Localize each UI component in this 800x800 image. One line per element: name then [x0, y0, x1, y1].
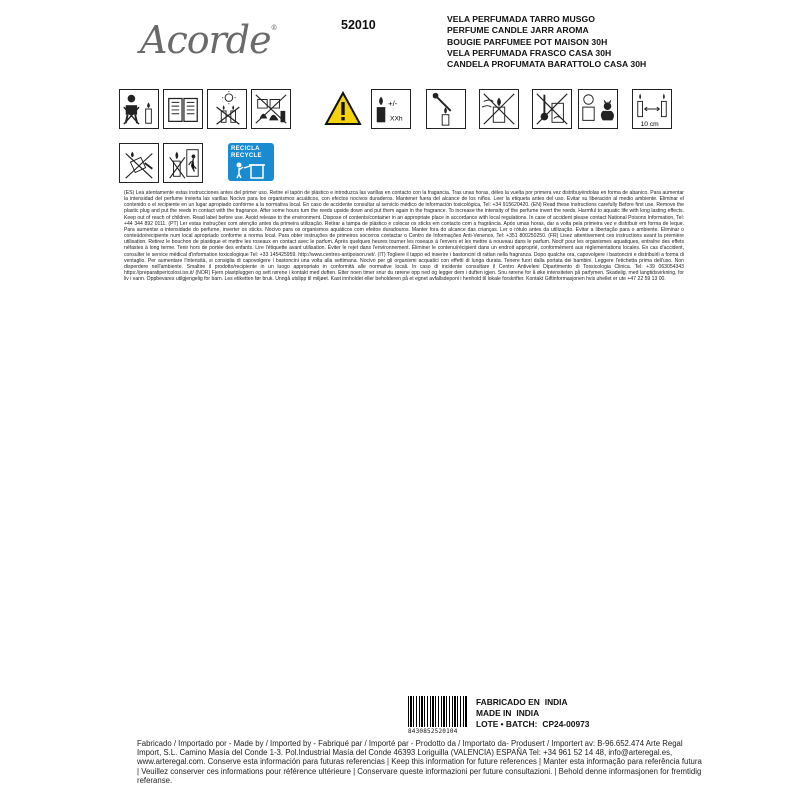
- product-code: 52010: [341, 18, 376, 32]
- made-in-label: MADE IN: [476, 708, 512, 719]
- product-name-es: VELA PERFUMADA TARRO MUSGO: [447, 14, 596, 24]
- barcode-bars: [408, 696, 468, 727]
- recycle-bin-icon: [234, 160, 268, 179]
- brand-name: Acorde: [140, 18, 271, 62]
- lote-value: CP24-00973: [542, 719, 590, 730]
- do-not-move-while-lit-icon: [119, 143, 159, 183]
- read-instructions-icon: [163, 89, 203, 129]
- barcode: [408, 696, 468, 736]
- registered-mark: ®: [270, 24, 277, 32]
- product-names: [447, 14, 646, 70]
- keep-away-from-pets-icon: [578, 89, 618, 129]
- do-not-use-matches-icon: [426, 89, 466, 129]
- origin-info: [476, 697, 589, 731]
- no-drafts-icon: [479, 89, 519, 129]
- safety-instructions-text: (ES) Lea atentamente estas instrucciones antes del primer uso. Retire el tapón de plástico e introduzca las varillas en contacto con la fragancia. Tras unas horas, déles la vuelta por primera vez distribuyéndolas en forma de abanico. Para aumentar la intensidad del perfume invierta las varillas Nocivo para los organismos acuáticos, con efectos nocivos duraderos. Mantener fuera del alcance de los niños. Leer la etiqueta antes del uso. Evitar su liberación al medio ambiente. Eliminar el contenido o el recipiente en un lugar apropiado conforme a la normativa local. En caso de accidente consultar al servicio médico de información toxicológica, Tel: +34 915620420. (EN) Read these instructions carefully Before first use. Remove the plastic plug and put the reeds in contact with the fragrance. After some hours turn the reeds upside down and put them again in the fragrance. To increase the intensity of the perfume invert the reeds. Harmful to aquatic life with long lasting effects. Keep out of reach of children. Read label before use. Avoid release to the environment. Dispose of contents/container in an appropriate place in accordance with local regulations. In case of accident please contact National Poisons Information, Tel: +44 344 892 0111. (PT) Ler estas instruções com atenção antes da primeira utilização. Retirar a tampa de plástico e colocar os sticks em contacto com a fragrância. Após umas horas, dar a volta pela primeira vez e distribuir em forma de leque. Para aumentar a intensidade do perfume, inverter os sticks. Nocivo para os organismos aquáticos com efeitos duradouros. Manter fora do alcance das crianças. Ler o rótulo antes da utilização. Evitar a libertação para o ambiente. Eliminar o conteúdo/recipiente num local apropriado conforme a norma local. Para obter instruções de primeiros socorros contactar o Centro de Informações Anti-Venenos, Tel: +351 800250250. (FR) Lisez attentivement ces instructions avant la première utilisation. Retirez le bouchon de plastique et mettre les roseaux en contact avec le parfum. Après quelques heures tourner les roseaux à l'envers et les mettre à nouveau dans le parfum. Nocif pour les organismes aquatiques, entraîne des effets néfastes à long terme. Tenir hors de portée des enfants. Lire l'étiquette avant utilisation. Éviter le rejet dans l'environnement. Éliminer le contenu/récipient dans un endroit approprié, conformément aux réglementations locales. En cas d'accident, consulter le service médical d'information toxicologique Tel: +33 145425959. http://www.centres-antipoison.net/. (IT) Togliere il tappo ed inserire i bastoncini di rattan nella fragranza. Dopo qualche ora, capovolgere i bastoncini e distribuirli a forma di ventaglio. Per aumentare l'intensità, si consiglia di capovolgere i bastoncini una volta alla settimana. Nocivo per gli organismi acquatici con effetti di lunga durata. Tenere fuori dalla portata dei bambini. Leggere l'etichetta prima dell'uso. Non disperdere nell'ambiente. Smaltire il prodotto/recipiente in un luogo appropriato in conformità alle normative locali. In caso di incidente consultare il Centro Antiveleni Dipartimento di Tossicologia Clinica. Tel: +39 063054343 https://preparatipericolosi.iss.it/ (NOR) Fjern plastpluggen og sett rørene i kontakt med duften. Etter noen timer snur du rørene opp ned og legger dem i duften igjen. Snu rørene for å øke intensiteten på parfymen. Skadelig, med langtidsvirkning, for liv i vann. Oppbevares utilgjengelig for barn. Les etiketten før bruk. Unngå utslipp til miljøet. Kast innholdet eller beholderen på et egnet avfallsdeponi i henhold til lokale forskrifter. Kontakt Giftinformasjonen hvis uhellet er ute +47 22 59 13 00.: [124, 190, 684, 283]
- burn-time-label: +/-: [388, 99, 398, 109]
- made-in-value: INDIA: [516, 708, 540, 719]
- barcode-number: 8430852520104: [408, 728, 458, 735]
- lote-label: LOTE • BATCH:: [476, 719, 538, 730]
- product-name-pt: VELA PERFUMADA FRASCO CASA 30H: [447, 47, 612, 58]
- do-not-leave-burning-icon: [207, 89, 247, 129]
- burn-hours-label: XXh: [390, 115, 403, 123]
- keep-away-from-children-icon: [119, 89, 159, 129]
- product-name-fr: BOUGIE PARFUMEE POT MAISON 30H: [447, 36, 608, 47]
- distance-label: 10 cm: [640, 121, 659, 128]
- recycle-badge-line2: RECYCLE: [231, 153, 262, 159]
- importer-info: Fabricado / Importado por - Made by / Imported by - Fabriqué par / Importé par - Prodotto da / Importato da- Produsert / Importert av: B-96.652.474 Arte Regal Import, S.L. Camino Masía del Conde 1-3. Pol.Industrial Masía del Conde 46393 Loriguilla (VALENCIA) ESPAÑA Tel: +34 961 52 14 48, info@arteregal.es, www.arteregal.com. Conserve esta información para futuras referencias | Keep this information for future references | Manter esta informação para referência futura | Veuillez conserver ces informations pour référence ultérieure | Conservare queste informazioni per future consultazioni. | Behold denne informasjonen for fremtidig referanse.: [137, 739, 702, 785]
- recycle-badge: [228, 143, 274, 181]
- warning-triangle-icon: [323, 89, 363, 129]
- do-not-leave-candle-unattended-icon: [163, 143, 203, 183]
- recycle-badge-line1: RECICLA: [231, 146, 260, 152]
- distance-between-candles-icon: [632, 89, 672, 129]
- fabricado-value: INDIA: [544, 697, 568, 707]
- product-name-it: CANDELA PROFUMATA BARATTOLO CASA 30H: [447, 59, 647, 70]
- fabricado-label: FABRICADO EN: [476, 697, 540, 707]
- burn-time-icon: [371, 89, 411, 129]
- product-name-en: PERFUME CANDLE JARR AROMA: [447, 25, 589, 36]
- keep-away-from-flammables-icon: [251, 89, 291, 129]
- no-heat-source-icon: [532, 89, 572, 129]
- brand-logo: [140, 18, 277, 62]
